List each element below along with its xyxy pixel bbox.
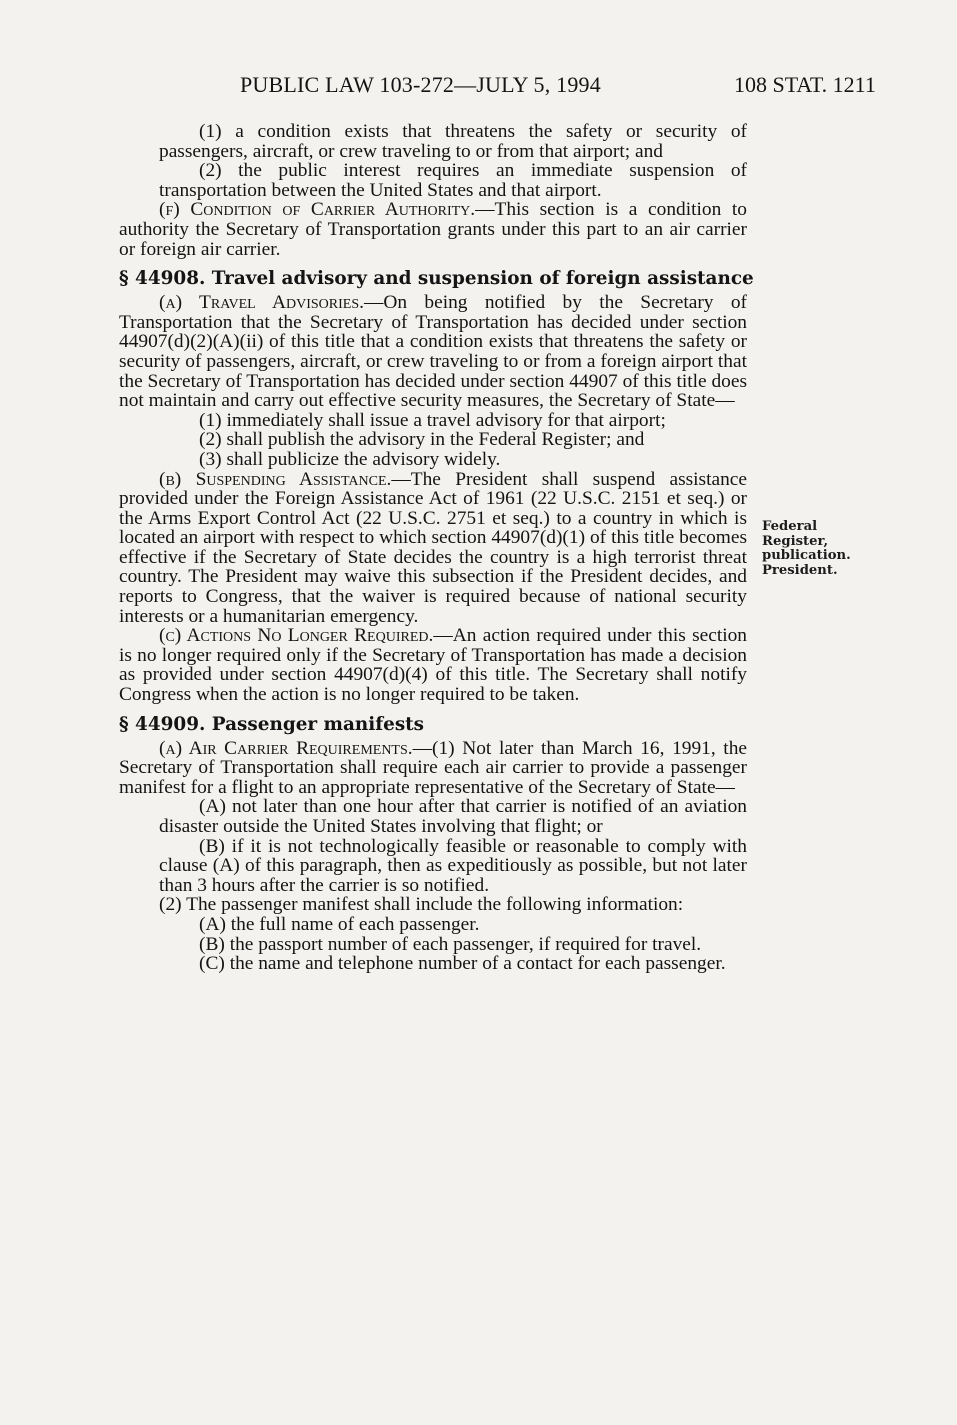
clause-a3: (3) shall publicize the advisory widely. bbox=[199, 448, 501, 470]
section-44909-heading: § 44909. Passenger manifests bbox=[119, 713, 425, 735]
section-44908-heading: § 44908. Travel advisory and suspension of foreign assistance bbox=[119, 268, 754, 290]
manifest-item-B: (B) the passport number of each passenger, if required for travel. bbox=[199, 933, 702, 955]
subsection-a-text: —(1) Not later than March 16, 1991, the Secretary of Transportation shall require each air carrier to provide a passenger manifest for a flight to an appropriate representative of the Secretary of State— bbox=[119, 737, 747, 798]
margin-note-line: Register, bbox=[762, 533, 829, 549]
clause-a1: (1) immediately shall issue a travel advisory for that airport; bbox=[199, 409, 666, 431]
subsection-c-text: —An action required under this section is no longer required only if the Secretary of Transportation has made a decision as provided under section 44907(d)(4) of this title. The Secretary shall notify Congress when the action is no longer required to be taken. bbox=[119, 625, 747, 706]
subsection-b-heading: (b) Suspending Assistance. bbox=[159, 468, 392, 490]
margin-note bbox=[762, 520, 851, 578]
margin-note-line: President. bbox=[762, 562, 838, 578]
manifest-item-A: (A) the full name of each passenger. bbox=[199, 913, 480, 935]
subsection-f-text: —This section is a condition to authority the Secretary of Transportation grants under this part to an air carrier or foreign air carrier. bbox=[119, 199, 747, 260]
clause-A: (A) not later than one hour after that carrier is notified of an aviation disaster outside the United States involving that flight; or bbox=[159, 796, 747, 837]
statute-page-number: 108 STAT. 1211 bbox=[734, 72, 876, 97]
manifest-item-C: (C) the name and telephone number of a contact for each passenger. bbox=[199, 953, 726, 975]
subsection-f bbox=[119, 200, 747, 259]
paragraph-a2: (2) The passenger manifest shall include the following information: bbox=[159, 894, 684, 916]
subsection-a-text: —On being notified by the Secretary of Transportation that the Secretary of Transportation has decided under section 44907(d)(2)(A)(ii) of this title that a condition exists that threatens the safety or security of passengers, aircraft, or crew traveling to or from a foreign airport that the Secretary of Transportation has decided under section 44907 of this title does not maintain and carry out effective security measures, the Secretary of State— bbox=[119, 292, 747, 412]
paragraph-1: (1) a condition exists that threatens the safety or security of passengers, aircraft, or crew traveling to or from that airport; and bbox=[159, 121, 747, 162]
subsection-a-heading: (a) Air Carrier Requirements. bbox=[159, 737, 413, 759]
running-head-title: PUBLIC LAW 103-272—JULY 5, 1994 bbox=[240, 72, 601, 97]
subsection-f-heading: (f) Condition of Carrier Authority. bbox=[159, 199, 476, 221]
subsection-a-heading: (a) Travel Advisories. bbox=[159, 292, 364, 314]
margin-note-line: Federal bbox=[762, 519, 818, 534]
paragraph-2: (2) the public interest requires an immediate suspension of transportation between the United States and that airport. bbox=[159, 160, 747, 201]
clause-B: (B) if it is not technologically feasible or reasonable to comply with clause (A) of this paragraph, then as expeditiously as possible, but not later than 3 hours after the carrier is so notified. bbox=[159, 835, 747, 896]
subsection-b-text: —The President shall suspend assistance provided under the Foreign Assistance Act of 1961 (22 U.S.C. 2151 et seq.) or the Arms Export Control Act (22 U.S.C. 2751 et seq.) to a country in which is located an airport with respect to which section 44907(d)(1) of this title becomes effective if the Secretary of State decides the country is a high terrorist threat country. The President may waive this subsection if the President decides, and reports to Congress, that the waiver is required because of national security interests or a humanitarian emergency. bbox=[119, 468, 748, 627]
body-text-column bbox=[119, 121, 754, 975]
subsection-c-heading: (c) Actions No Longer Required. bbox=[159, 625, 434, 647]
section-44909-subsection-a bbox=[119, 739, 747, 798]
margin-note-line: publication. bbox=[762, 548, 851, 564]
clause-a2: (2) shall publish the advisory in the Federal Register; and bbox=[199, 429, 645, 451]
section-44908-subsection-b bbox=[119, 470, 747, 627]
section-44908-subsection-a bbox=[119, 293, 747, 411]
section-44908-subsection-c bbox=[119, 626, 747, 704]
